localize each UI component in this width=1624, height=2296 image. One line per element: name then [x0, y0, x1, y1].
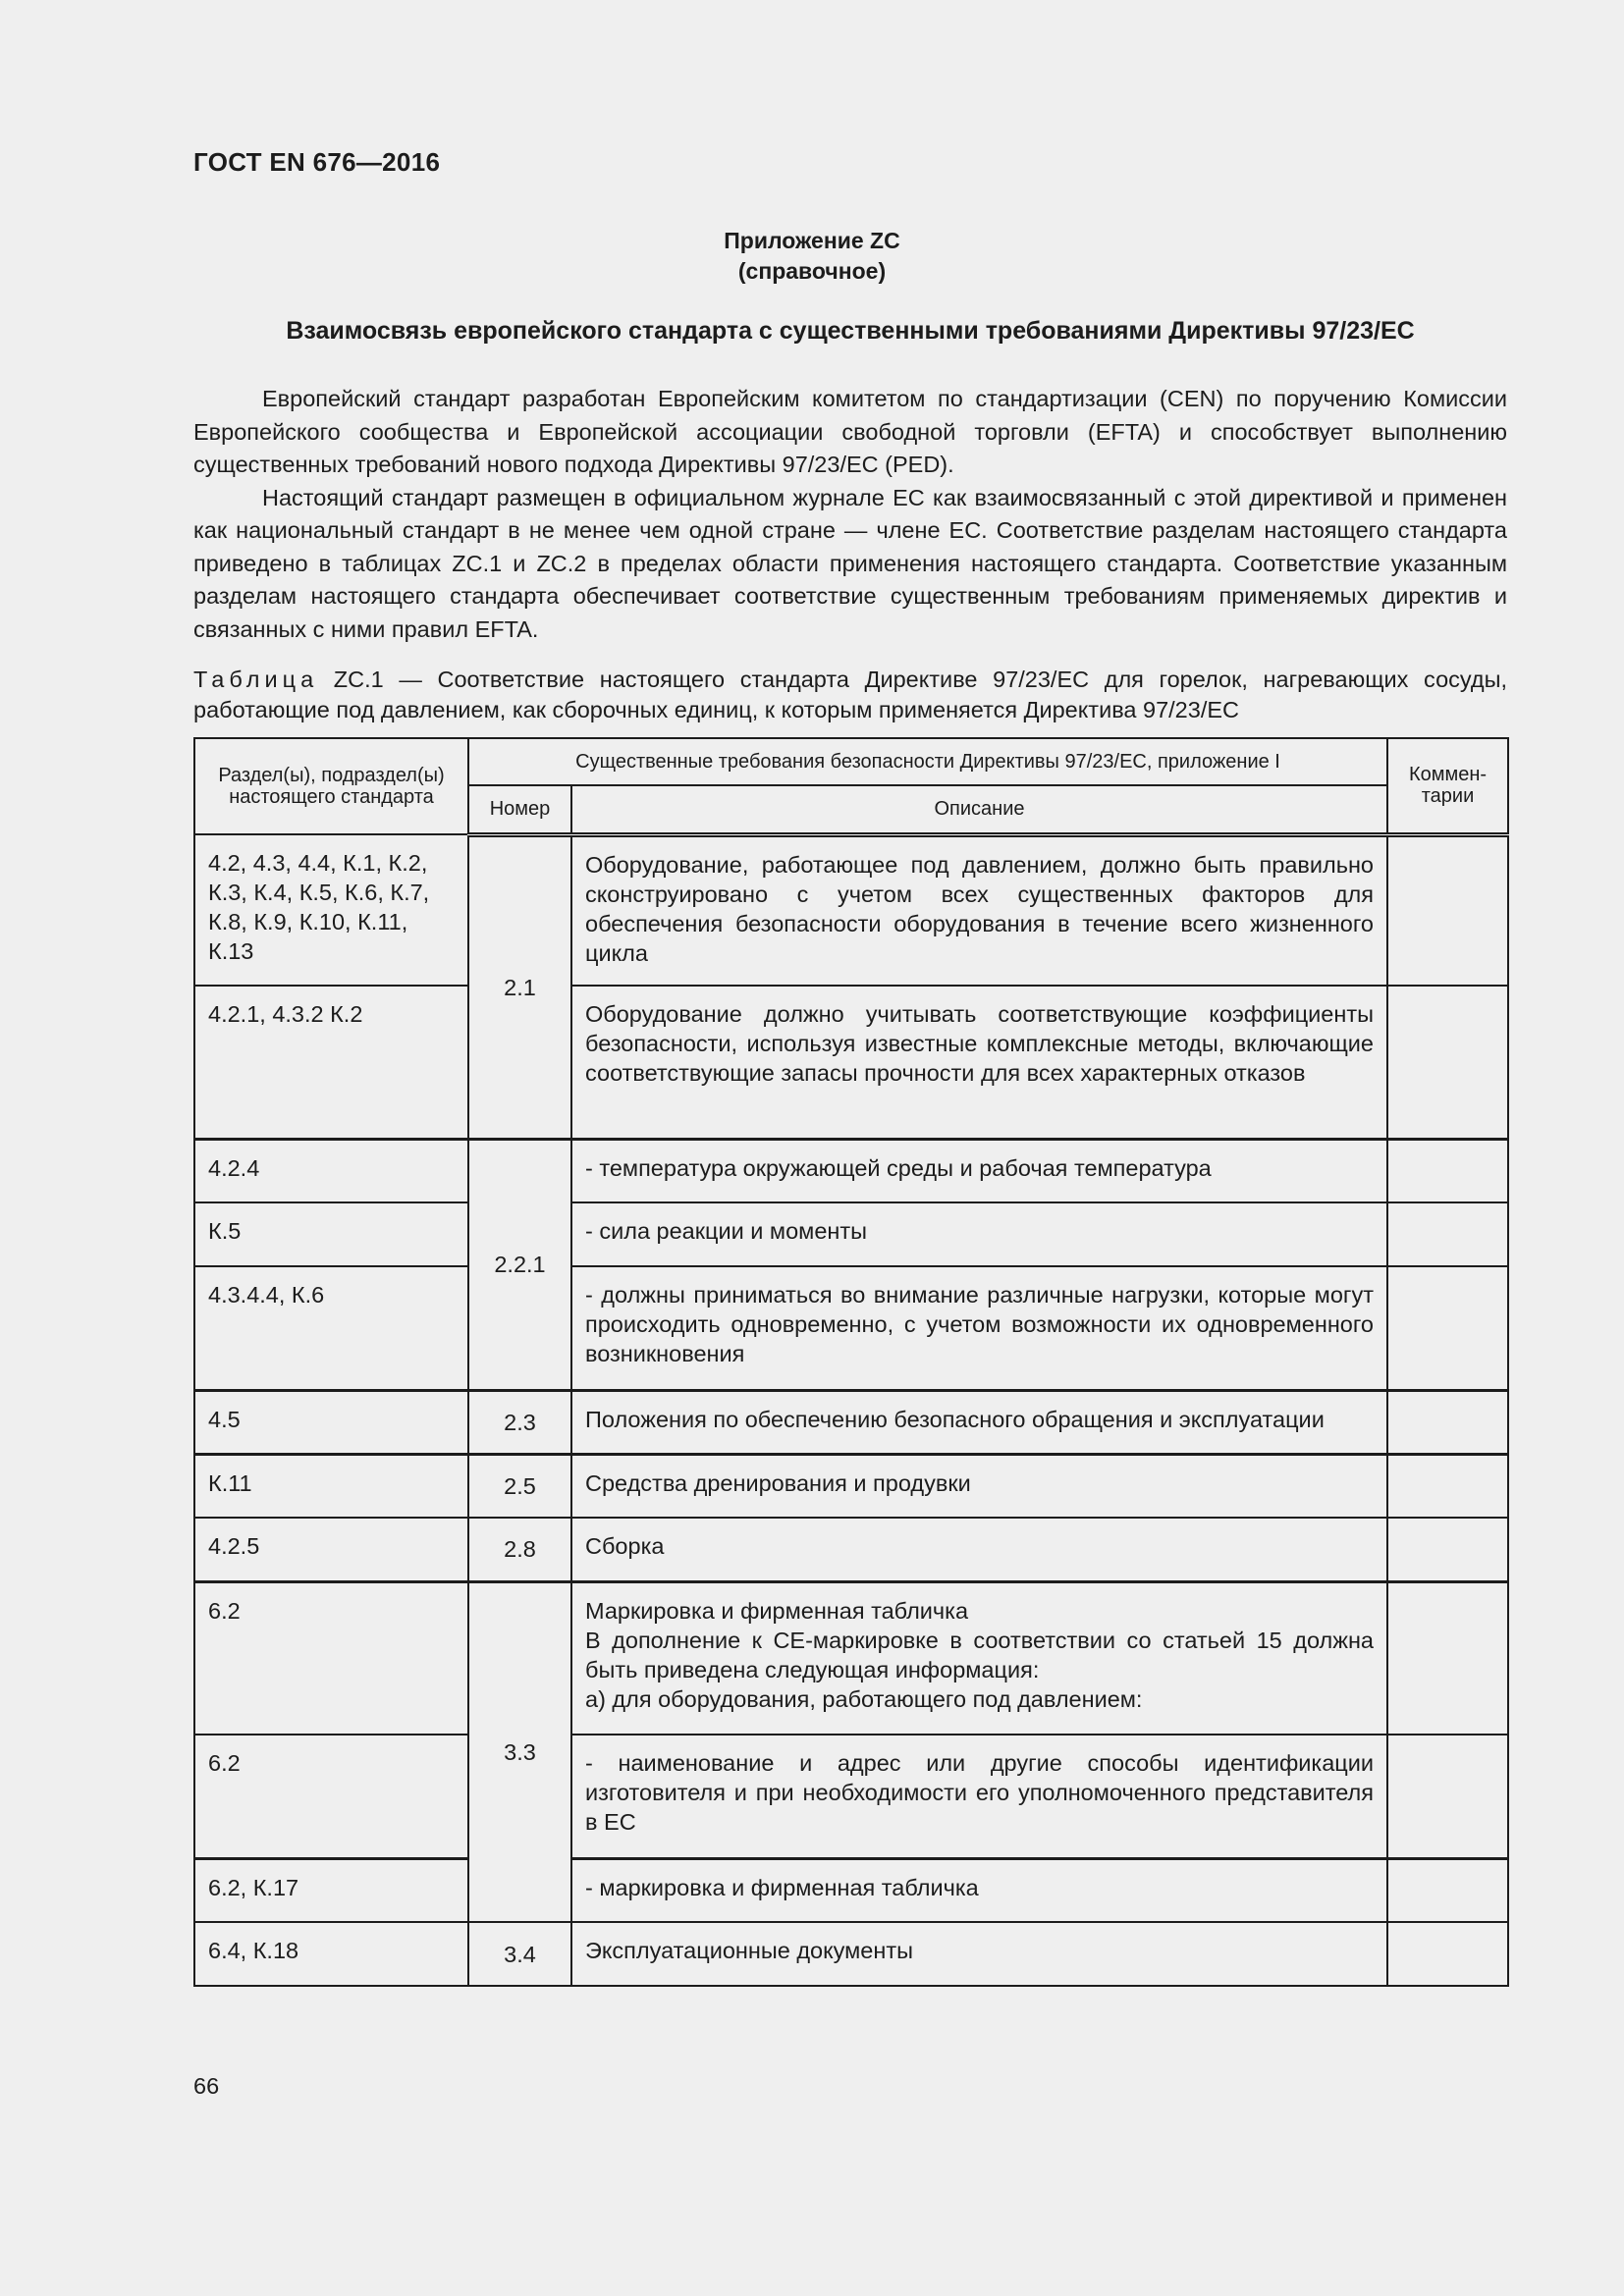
comment-cell	[1387, 834, 1508, 986]
paragraph: Европейский стандарт разработан Европейским комитетом по стандартизации (CEN) по поручению Комиссии Европейского сообщества и Европейской ассоциации свободной торговли (EFTA) и способствует выполнению существенных требований нового подхода Директивы 97/23/ЕС (PED).	[193, 386, 1507, 477]
section-cell: 4.2.1, 4.3.2 К.2	[194, 986, 468, 1139]
description-cell: Оборудование, работающее под давлением, должно быть правильно сконструировано с учетом всех существенных факторов для обеспечения безопасности оборудования в течение всего жизненного цикла	[571, 834, 1387, 986]
table-row	[194, 1858, 1508, 1922]
comment-cell	[1387, 986, 1508, 1139]
table-caption-label: Таблица	[193, 667, 319, 692]
description-cell: Эксплуатационные документы	[571, 1922, 1387, 1986]
description-line: В дополнение к СЕ-маркировке в соответствии со статьей 15 должна быть приведена следующая информация:	[585, 1627, 1374, 1682]
comment-cell	[1387, 1581, 1508, 1735]
comment-cell	[1387, 1518, 1508, 1581]
description-cell: - температура окружающей среды и рабочая температура	[571, 1139, 1387, 1202]
description-cell: Оборудование должно учитывать соответствующие коэффициенты безопасности, используя известные комплексные методы, включающие соответствующие запасы прочности для всех характерных отказов	[571, 986, 1387, 1139]
header-number: Номер	[468, 785, 571, 834]
comment-cell	[1387, 1735, 1508, 1858]
table-row	[194, 834, 1508, 986]
number-cell: 2.8	[468, 1518, 571, 1581]
description-cell: - маркировка и фирменная табличка	[571, 1858, 1387, 1922]
header-requirements: Существенные требования безопасности Директивы 97/23/ЕС, приложение I	[468, 738, 1387, 785]
table-row	[194, 1735, 1508, 1858]
annex-title: Приложение ZC	[724, 228, 900, 253]
description-cell: Средства дренирования и продувки	[571, 1454, 1387, 1518]
paragraph: Настоящий стандарт размещен в официальном журнале ЕС как взаимосвязанный с этой директивой и применен как национальный стандарт в не менее чем одной стране — члене ЕС. Соответствие разделам настоящего стандарта приведено в таблицах ZC.1 и ZC.2 в пределах области применения настоящего стандарта. Соответствие указанным разделам настоящего стандарта обеспечивает соответствие существенным требованиям применяемых директив и связанных с ними правил EFTA.	[193, 484, 1507, 642]
section-cell: 4.2.5	[194, 1518, 468, 1581]
section-cell: 4.3.4.4, К.6	[194, 1266, 468, 1390]
section-cell: К.5	[194, 1202, 468, 1266]
section-cell: К.11	[194, 1454, 468, 1518]
number-cell: 2.1	[468, 834, 571, 1139]
number-cell: 2.2.1	[468, 1139, 571, 1390]
table-row	[194, 1581, 1508, 1735]
requirements-table	[193, 737, 1509, 1987]
table-row	[194, 1922, 1508, 1986]
page-number: 66	[193, 2073, 220, 2099]
section-title: Взаимосвязь европейского стандарта с существенными требованиями Директивы 97/23/ЕС	[286, 317, 1415, 345]
comment-cell	[1387, 1390, 1508, 1454]
description-cell: - сила реакции и моменты	[571, 1202, 1387, 1266]
description-cell: - должны приниматься во внимание различные нагрузки, которые могут происходить одновременно, с учетом возможности их одновременного возникновения	[571, 1266, 1387, 1390]
document-header: ГОСТ EN 676—2016	[193, 147, 441, 177]
section-cell: 4.5	[194, 1390, 468, 1454]
section-cell: 6.2	[194, 1735, 468, 1858]
table-caption-text: ZC.1 — Соответствие настоящего стандарта Директиве 97/23/ЕС для горелок, нагревающих сосуды, работающие под давлением, как сборочных единиц, к которым применяется Директива 97/23/ЕС	[193, 667, 1507, 722]
comment-cell	[1387, 1202, 1508, 1266]
table-row	[194, 1518, 1508, 1581]
table-row	[194, 1390, 1508, 1454]
annex-heading	[0, 226, 1624, 287]
comment-cell	[1387, 1858, 1508, 1922]
description-cell: Положения по обеспечению безопасного обращения и эксплуатации	[571, 1390, 1387, 1454]
section-cell: 4.2.4	[194, 1139, 468, 1202]
table-row	[194, 1139, 1508, 1202]
description-line: а) для оборудования, работающего под давлением:	[585, 1685, 1143, 1712]
header-description: Описание	[571, 785, 1387, 834]
number-cell: 2.3	[468, 1390, 571, 1454]
section-cell: 4.2, 4.3, 4.4, К.1, К.2, К.3, К.4, К.5, К.6, К.7, К.8, К.9, К.10, К.11, К.13	[194, 834, 468, 986]
description-cell: - наименование и адрес или другие способы идентификации изготовителя и при необходимости его уполномоченного представителя в ЕС	[571, 1735, 1387, 1858]
body-text	[193, 383, 1507, 646]
header-section: Раздел(ы), подраздел(ы) настоящего стандарта	[194, 738, 468, 834]
comment-cell	[1387, 1266, 1508, 1390]
table-caption	[193, 665, 1507, 725]
table-row	[194, 1202, 1508, 1266]
section-cell: 6.2, К.17	[194, 1858, 468, 1922]
annex-subtitle: (справочное)	[737, 258, 887, 284]
comment-cell	[1387, 1139, 1508, 1202]
comment-cell	[1387, 1922, 1508, 1986]
description-cell	[571, 1581, 1387, 1735]
table-row	[194, 986, 1508, 1139]
number-cell: 3.3	[468, 1581, 571, 1922]
description-cell: Сборка	[571, 1518, 1387, 1581]
comment-cell	[1387, 1454, 1508, 1518]
section-cell: 6.4, К.18	[194, 1922, 468, 1986]
section-cell: 6.2	[194, 1581, 468, 1735]
table-row	[194, 1454, 1508, 1518]
number-cell: 2.5	[468, 1454, 571, 1518]
header-comments: Коммен-тарии	[1387, 738, 1508, 834]
description-line: Маркировка и фирменная табличка	[585, 1597, 969, 1624]
table-row	[194, 1266, 1508, 1390]
number-cell: 3.4	[468, 1922, 571, 1986]
